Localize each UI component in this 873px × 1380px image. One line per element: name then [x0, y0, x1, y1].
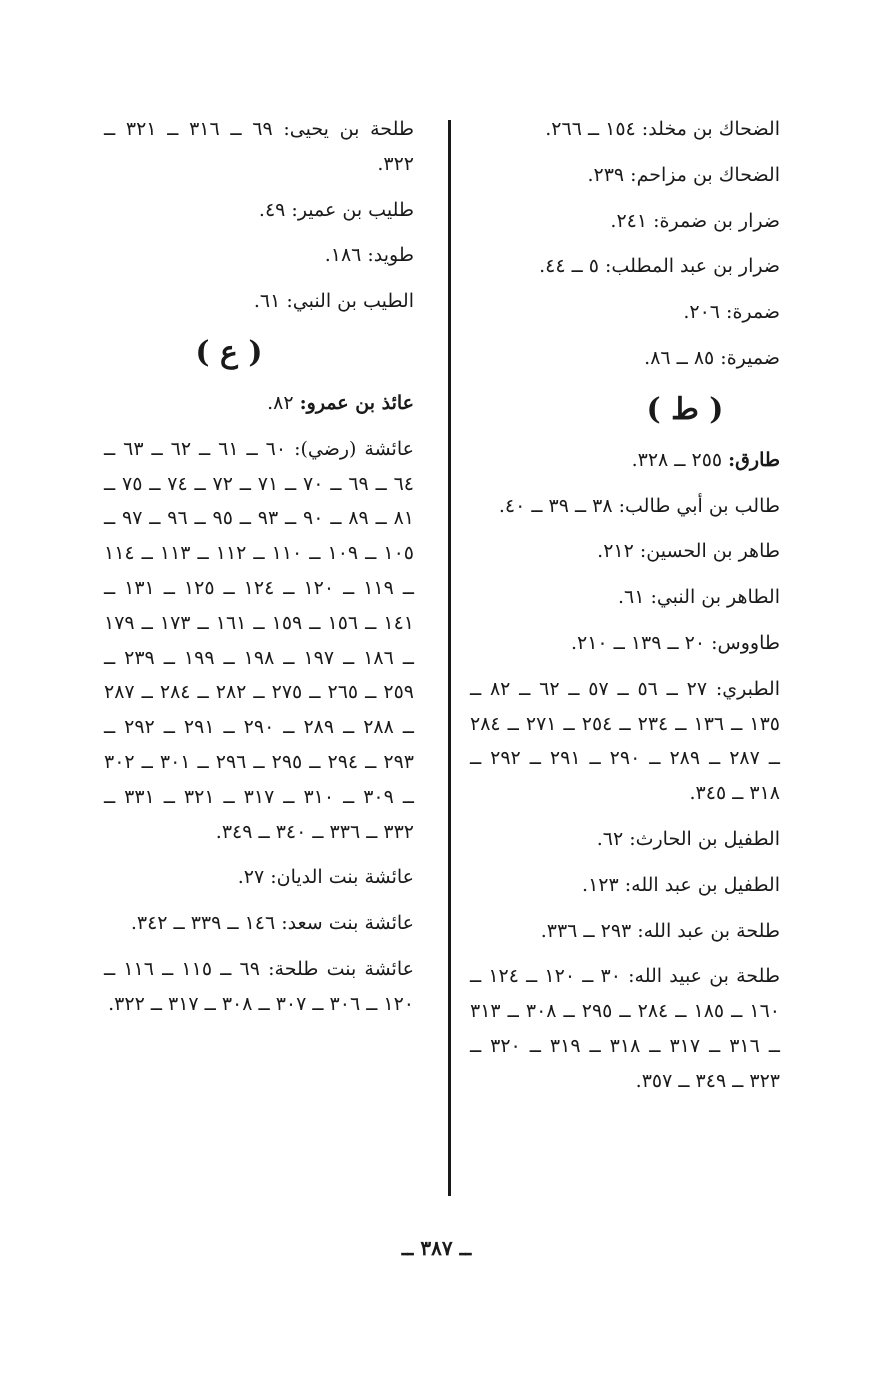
index-entry: طاهر بن الحسين: ٢١٢. — [597, 540, 780, 563]
index-entry: الطفيل بن الحارث: ٦٢. — [596, 827, 780, 850]
index-entry: ضميرة: ٨٥ ــ ٨٦. — [644, 346, 780, 369]
letter-heading-ain: ( ع ) — [195, 334, 263, 370]
index-entry — [104, 386, 414, 421]
index-entry: عائشة (رضي): ٦٠ ــ ٦١ ــ ٦٢ ــ ٦٣ ــ ٦٤ ــ ٦٩ ــ ٧٠ ــ ٧١ ــ ٧٢ ــ ٧٤ ــ ٧٥ ــ ٨١ ــ ٨٩ ــ ٩٠ ــ ٩٣ ــ ٩٥ ــ ٩٦ ــ ٩٧ ــ ١٠٥ ــ ١٠٩ ــ ١١٠ ــ ١١٢ ــ ١١٣ ــ ١١٤ ــ ١١٩ ــ ١٢٠ ــ ١٢٤ ــ ١٢٥ ــ ١٣١ ــ ١٤١ ــ ١٥٦ ــ ١٥٩ ــ ١٦١ ــ ١٧٣ ــ ١٧٩ ــ ١٨٦ ــ ١٩٧ ــ ١٩٨ ــ ١٩٩ ــ ٢٣٩ ــ ٢٥٩ ــ ٢٦٥ ــ ٢٧٥ ــ ٢٨٢ ــ ٢٨٤ ــ ٢٨٧ ــ ٢٨٨ ــ ٢٨٩ ــ ٢٩٠ ــ ٢٩١ ــ ٢٩٢ ــ ٢٩٣ ــ ٢٩٤ ــ ٢٩٥ ــ ٢٩٦ ــ ٣٠١ ــ ٣٠٢ ــ ٣٠٩ ــ ٣١٠ ــ ٣١٧ ــ ٣٢١ ــ ٣٣١ ــ ٣٣٢ ــ ٣٣٦ ــ ٣٤٠ ــ ٣٤٩. — [104, 437, 414, 843]
entry-name: طارق: — [728, 448, 780, 471]
index-entry: طاووس: ٢٠ ــ ١٣٩ ــ ٢١٠. — [570, 631, 780, 654]
index-entry: طلحة بن يحيى: ٦٩ ــ ٣١٦ ــ ٣٢١ ــ ٣٢٢. — [104, 118, 414, 175]
column-divider — [448, 120, 451, 1196]
index-entry: طلحة بن عبد الله: ٢٩٣ ــ ٣٣٦. — [540, 919, 780, 942]
letter-heading-ta: ( ط ) — [646, 391, 724, 427]
page-number: ــ ٣٨٧ ــ — [401, 1236, 472, 1260]
left-column — [104, 112, 414, 1033]
index-entry: الطبري: ٢٧ ــ ٥٦ ــ ٥٧ ــ ٦٢ ــ ٨٢ ــ ١٣٥ ــ ١٣٦ ــ ٢٣٤ ــ ٢٥٤ ــ ٢٧١ ــ ٢٨٤ ــ ٢٨٧ ــ ٢٨٩ ــ ٢٩٠ ــ ٢٩١ ــ ٢٩٢ ــ ٣١٨ ــ ٣٤٥. — [470, 677, 780, 805]
index-entry — [470, 443, 780, 478]
index-entry: الطاهر بن النبي: ٦١. — [617, 586, 780, 609]
index-entry: ضمرة: ٢٠٦. — [683, 301, 780, 324]
index-entry: عائشة بنت الديان: ٢٧. — [237, 866, 414, 889]
index-entry: الضحاك بن مخلد: ١٥٤ ــ ٢٦٦. — [545, 118, 780, 140]
index-entry: الطيب بن النبي: ٦١. — [253, 290, 414, 313]
right-column — [470, 112, 780, 1110]
entry-pages: ٨٢. — [267, 391, 300, 414]
entry-name: عائذ بن عمرو: — [299, 391, 414, 414]
index-entry: ضرار بن عبد المطلب: ٥ ــ ٤٤. — [539, 255, 780, 278]
index-entry: عائشة بنت طلحة: ٦٩ ــ ١١٥ ــ ١١٦ ــ ١٢٠ ــ ٣٠٦ ــ ٣٠٧ ــ ٣٠٨ ــ ٣١٧ ــ ٣٢٢. — [104, 957, 414, 1015]
index-entry: الطفيل بن عبد الله: ١٢٣. — [582, 873, 780, 896]
entry-pages: ٢٥٥ ــ ٣٢٨. — [631, 448, 729, 471]
index-entry: طلحة بن عبيد الله: ٣٠ ــ ١٢٠ ــ ١٢٤ ــ ١٦٠ ــ ١٨٥ ــ ٢٨٤ ــ ٢٩٥ ــ ٣٠٨ ــ ٣١٣ ــ ٣١٦ ــ ٣١٧ ــ ٣١٨ ــ ٣١٩ ــ ٣٢٠ ــ ٣٢٣ ــ ٣٤٩ ــ ٣٥٧. — [470, 965, 780, 1092]
index-entry: الضحاك بن مزاحم: ٢٣٩. — [587, 163, 780, 186]
index-entry: ضرار بن ضمرة: ٢٤١. — [610, 209, 780, 232]
index-entry: طالب بن أبي طالب: ٣٨ ــ ٣٩ ــ ٤٠. — [498, 494, 780, 517]
index-entry: طويد: ١٨٦. — [324, 244, 414, 267]
index-entry: عائشة بنت سعد: ١٤٦ ــ ٣٣٩ ــ ٣٤٢. — [130, 912, 414, 935]
index-entry: طليب بن عمير: ٤٩. — [258, 198, 414, 221]
